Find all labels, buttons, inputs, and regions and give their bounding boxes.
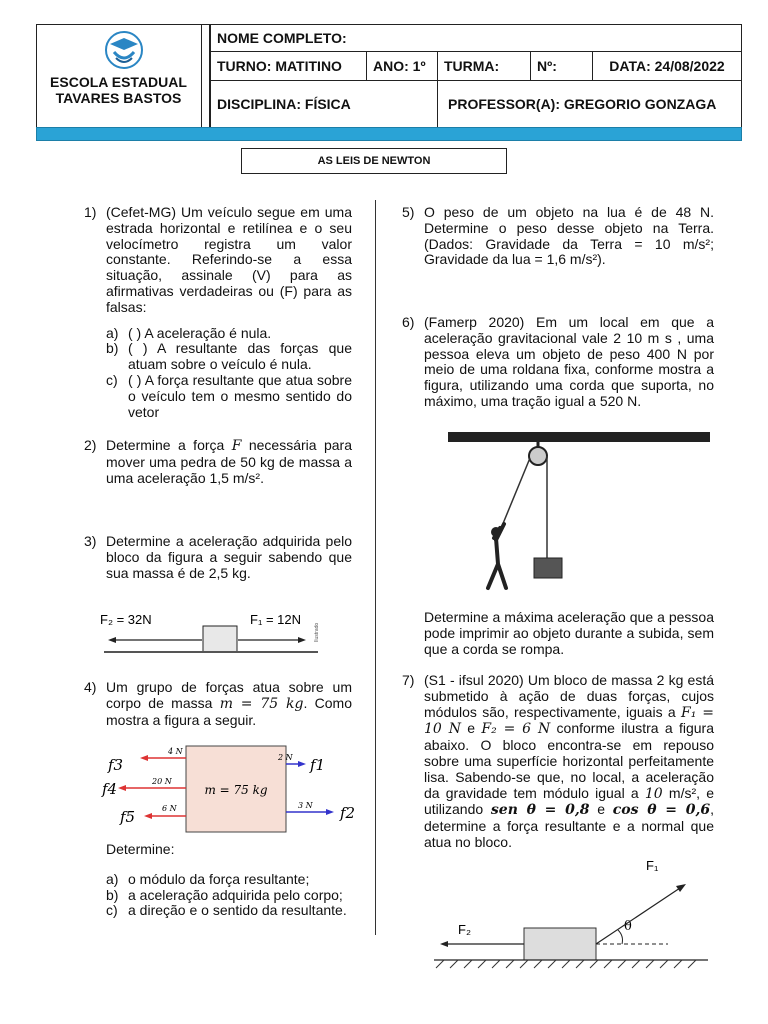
q4-figure bbox=[100, 744, 362, 836]
ceiling-beam bbox=[448, 432, 710, 442]
task-b: b) a aceleração adquirida pelo corpo; bbox=[106, 886, 343, 903]
F1-label: F₁ bbox=[646, 858, 659, 873]
f4-label: f4 bbox=[102, 780, 118, 798]
option-c[interactable]: c) ( ) A força resultante que atua sobre o veículo tem o mesmo sentido do vetor bbox=[106, 371, 352, 420]
question-number: 7) bbox=[402, 672, 415, 688]
determine-label: Determine: bbox=[106, 841, 175, 857]
svg-text:3 N: 3 N bbox=[298, 801, 313, 810]
question-7 bbox=[402, 673, 714, 851]
svg-text:20 N: 20 N bbox=[152, 777, 172, 786]
theta-label: θ bbox=[624, 919, 632, 934]
question-5 bbox=[402, 205, 714, 268]
f3-label: f3 bbox=[108, 756, 124, 774]
question-text: O peso de um objeto na lua é de 48 N. Determine o peso desse objeto na Terra. (Dados: Gravidade da Terra = 10 m/s²; Gravidade da lua = 1,6 m/s²). bbox=[424, 204, 714, 268]
f1-arrowhead bbox=[298, 637, 306, 643]
header-separator bbox=[202, 24, 210, 128]
q7-figure bbox=[430, 852, 712, 970]
option-b[interactable]: b) ( ) A resultante das forças que atuam sobre o veículo é nula. bbox=[106, 340, 352, 373]
q6-pulley-figure bbox=[444, 428, 714, 600]
block bbox=[203, 626, 237, 652]
professor-field: PROFESSOR(A): GREGORIO GONZAGA bbox=[437, 80, 742, 128]
svg-text:2 N: 2 N bbox=[278, 753, 293, 762]
f2-label: F₂ = 32N bbox=[100, 612, 152, 627]
mass-label: m = 75 kg bbox=[204, 783, 268, 797]
svg-text:4 N: 4 N bbox=[168, 747, 183, 756]
block bbox=[524, 928, 596, 960]
pulley bbox=[529, 447, 547, 465]
f1-label: f1 bbox=[310, 756, 326, 774]
question-text: Um grupo de forças atua sobre um corpo de massa m = 75 kg. Como mostra a figura a seguir. bbox=[106, 679, 353, 728]
F1-arrow bbox=[596, 888, 680, 944]
question-2 bbox=[84, 438, 352, 486]
option-a[interactable]: a) ( ) A aceleração é nula. bbox=[106, 324, 272, 341]
task-a: a) o módulo da força resultante; bbox=[106, 870, 310, 887]
f2-label: f2 bbox=[340, 804, 356, 822]
question-text: (S1 - ifsul 2020) Um bloco de massa 2 kg está submetido à ação de duas forças, cujos módulos são, respectivamente, iguais a F₁ = 10 N e F₂ = 6 N conforme ilustra a figura abaixo. O bloco encontra-se em repouso sobre uma superfície horizontal perfeitamente lisa. Sabendo-se que, no local, a aceleração da gravidade tem módulo igual a 10 m/s², e utilizando sen θ = 0,8 e cos θ = 0,6, determine a força resultante e a normal que atua no bloco. bbox=[424, 672, 715, 850]
person-body bbox=[488, 524, 506, 588]
question-text: Determine a força F necessária para mover uma pedra de 50 kg de massa a uma aceleração 1,5 m/s². bbox=[106, 437, 352, 486]
f5-label: f5 bbox=[120, 808, 136, 826]
numero-field[interactable]: Nº: bbox=[530, 51, 593, 81]
F2-label: F₂ bbox=[458, 922, 471, 937]
question-number: 1) bbox=[84, 204, 97, 220]
ground-hatching bbox=[436, 960, 696, 968]
question-number: 6) bbox=[402, 314, 415, 330]
school-logo-icon bbox=[102, 30, 146, 70]
column-divider bbox=[375, 200, 376, 935]
question-number: 5) bbox=[402, 204, 415, 220]
nome-field[interactable]: NOME COMPLETO: bbox=[210, 24, 742, 52]
data-field: DATA: 24/08/2022 bbox=[592, 51, 742, 81]
task-c: c) a direção e o sentido da resultante. bbox=[106, 902, 347, 919]
question-text: (Cefet-MG) Um veículo segue em uma estrada horizontal e retilínea e o seu velocímetro registra um valor constante. Referindo-se a essa situação, assinale (V) para as afirmativas verdadeiras ou (F) para as falsas: bbox=[106, 204, 352, 315]
theta-arc bbox=[618, 930, 623, 944]
question-3 bbox=[84, 534, 352, 581]
question-6-task: Determine a máxima aceleração que a pessoa pode imprimir ao objeto durante a subida, sem que a corda se rompa. bbox=[424, 609, 714, 657]
question-number: 3) bbox=[84, 533, 97, 549]
svg-text:6 N: 6 N bbox=[162, 804, 177, 813]
turno-field: TURNO: MATITINO bbox=[210, 51, 367, 81]
load-weight bbox=[534, 558, 562, 578]
accent-stripe bbox=[36, 127, 742, 141]
question-4 bbox=[84, 680, 352, 728]
turma-field[interactable]: TURMA: bbox=[437, 51, 531, 81]
school-cell bbox=[36, 24, 202, 128]
ano-field: ANO: 1º bbox=[366, 51, 438, 81]
question-1 bbox=[84, 205, 352, 420]
f2-arrowhead bbox=[108, 637, 116, 643]
question-number: 2) bbox=[84, 437, 97, 453]
question-text: (Famerp 2020) Em um local em que a aceleração gravitacional vale 2 10 m s , uma pessoa eleva um objeto de peso 400 N por meio de uma roldana fixa, conforme mostra a figura, utilizando uma corda que suporta, no máximo, uma tração igual a 520 N. bbox=[424, 314, 714, 409]
q3-figure bbox=[96, 604, 326, 656]
rope-person bbox=[502, 458, 530, 526]
question-6 bbox=[402, 315, 714, 410]
credit: Ilustrado bbox=[314, 622, 320, 642]
disciplina-field: DISCIPLINA: FÍSICA bbox=[210, 80, 438, 128]
question-text: Determine a aceleração adquirida pelo bloco da figura a seguir sabendo que sua massa é de 2,5 kg. bbox=[106, 533, 352, 581]
question-number: 4) bbox=[84, 679, 97, 695]
f1-label: F₁ = 12N bbox=[250, 612, 301, 627]
school-name: ESCOLA ESTADUAL TAVARES BASTOS bbox=[50, 74, 187, 106]
question-4-tasks bbox=[106, 842, 356, 919]
page-title: AS LEIS DE NEWTON bbox=[241, 148, 507, 174]
